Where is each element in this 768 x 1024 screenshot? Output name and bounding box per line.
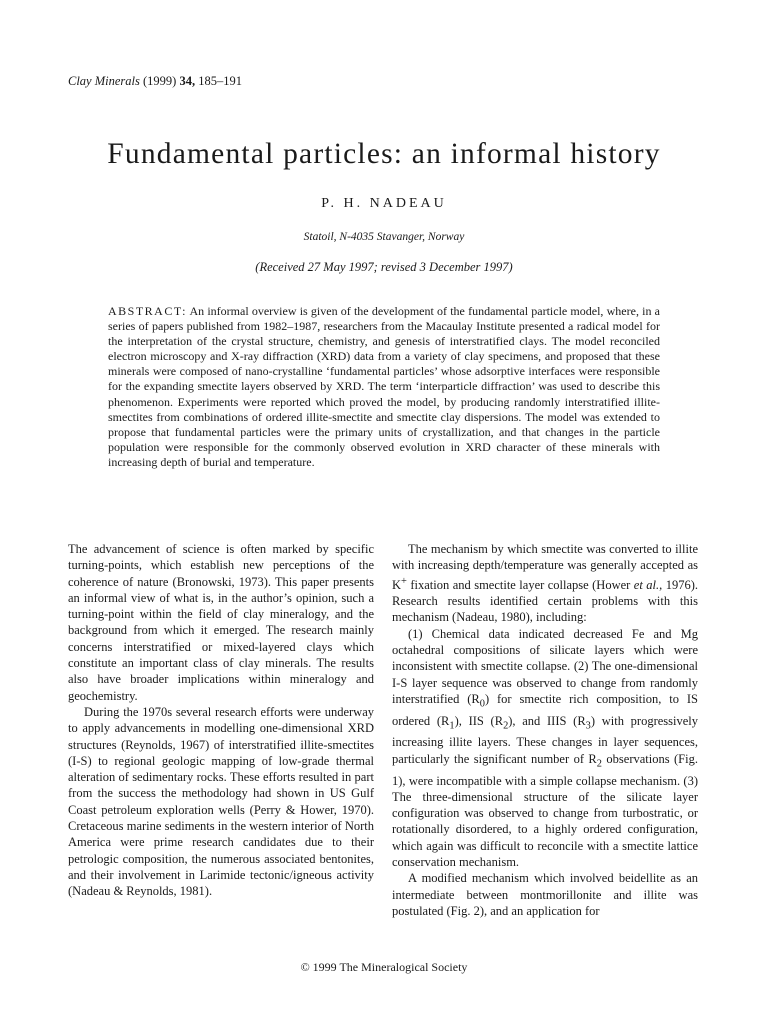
body-column-right (392, 541, 698, 919)
journal-year: (1999) (143, 74, 177, 88)
copyright-footer: © 1999 The Mineralogical Society (300, 960, 468, 974)
abstract-label: ABSTRACT: (108, 304, 187, 318)
journal-name: Clay Minerals (68, 74, 140, 88)
paper-title: Fundamental particles: an informal history (107, 138, 661, 170)
abstract (108, 304, 660, 470)
body-paragraph: The advancement of science is often marked by specific turning-points, which establish new perceptions of the coherence of nature (Bronowski, 1973). This paper presents an informal view of what is, in the author’s opinion, such a turning-point within the field of clay mineralogy, and the background from which it emerged. The research mainly concerns interstratified or mixed-layered clays which constitute an important class of clay minerals. The results also have broader implications within mineralogy and geochemistry. (68, 542, 374, 703)
body-paragraph: A modified mechanism which involved beidellite as an intermediate between montmorillonite and illite was postulated (Fig. 2), and an application for (392, 871, 698, 918)
author-affiliation: Statoil, N-4035 Stavanger, Norway (303, 231, 465, 243)
journal-pages: 185–191 (198, 74, 242, 88)
received-dates: (Received 27 May 1997; revised 3 December 1997) (255, 260, 513, 274)
abstract-text: An informal overview is given of the development of the fundamental particle model, where, in a series of papers published from 1982–1987, researchers from the Macaulay Institute presented a radical model for the interpretation of the crystal structure, chemistry, and genesis of interstratified clays. The model reconciled electron microscopy and X-ray diffraction (XRD) data from a variety of clay specimens, and proposed that these minerals were composed of nano-crystalline ‘fundamental particles’ whose adsorptive interfaces were responsible for the expanding smectite layers observed by XRD. The term ‘interparticle diffraction’ was used to describe this phenomenon. Experiments were reported which proved the model, by producing randomly interstratified illite-smectites from combinations of ordered illite-smectite and smectite clay dispersions. The model was extended to propose that fundamental particles were the primary units of crystallization, and that changes in the particle population were responsible for the commonly observed evolution in XRD character of these minerals with increasing depth of burial and temperature. (108, 304, 660, 469)
body-column-left (68, 541, 374, 900)
journal-volume: 34, (179, 74, 196, 88)
body-paragraph: The mechanism by which smectite was converted to illite with increasing depth/temperature was generally accepted as K+ fixation and smectite layer collapse (Hower et al., 1976). Research results identified certain problems with this mechanism (Nadeau, 1980), including: (392, 542, 698, 625)
body-paragraph: (1) Chemical data indicated decreased Fe and Mg octahedral compositions of silicate layers which were inconsistent with smectite collapse. (2) The one-dimensional I-S layer sequence was observed to change from randomly interstratified $(R_0)$ for smectite rich composition, to IS ordered $(R_1)$, IIS $(R_2)$, and IIIS $(R_3)$ with progressively increasing illite layers. These changes in layer sequences, particularly the significant number of $R_2$ observations (Fig. 1), were incompatible with a simple collapse mechanism. (3) The three-dimensional structure of the silicate layer configuration was observed to change from turbostratic, or rotationally disordered, to a highly ordered configuration, which again was difficult to reconcile with a smectite lattice conservation mechanism. (392, 626, 698, 869)
author-name: P. H. NADEAU (321, 196, 447, 211)
body-paragraph: During the 1970s several research efforts were underway to apply advancements in modelling one-dimensional XRD structures (Reynolds, 1967) of interstratified illite-smectites (I-S) to regional geologic mapping of low-grade thermal alteration of sedimentary rocks. These efforts resulted in part from the success the methodology had shown in US Gulf Coast petroleum exploration wells (Perry & Hower, 1970). Cretaceous marine sediments in the western interior of North America were prime research candidates due to their petrologic composition, the numerous associated bentonites, and their involvement in Larimide tectonic/igneous activity (Nadeau & Reynolds, 1981). (68, 704, 374, 899)
journal-citation (68, 74, 242, 89)
